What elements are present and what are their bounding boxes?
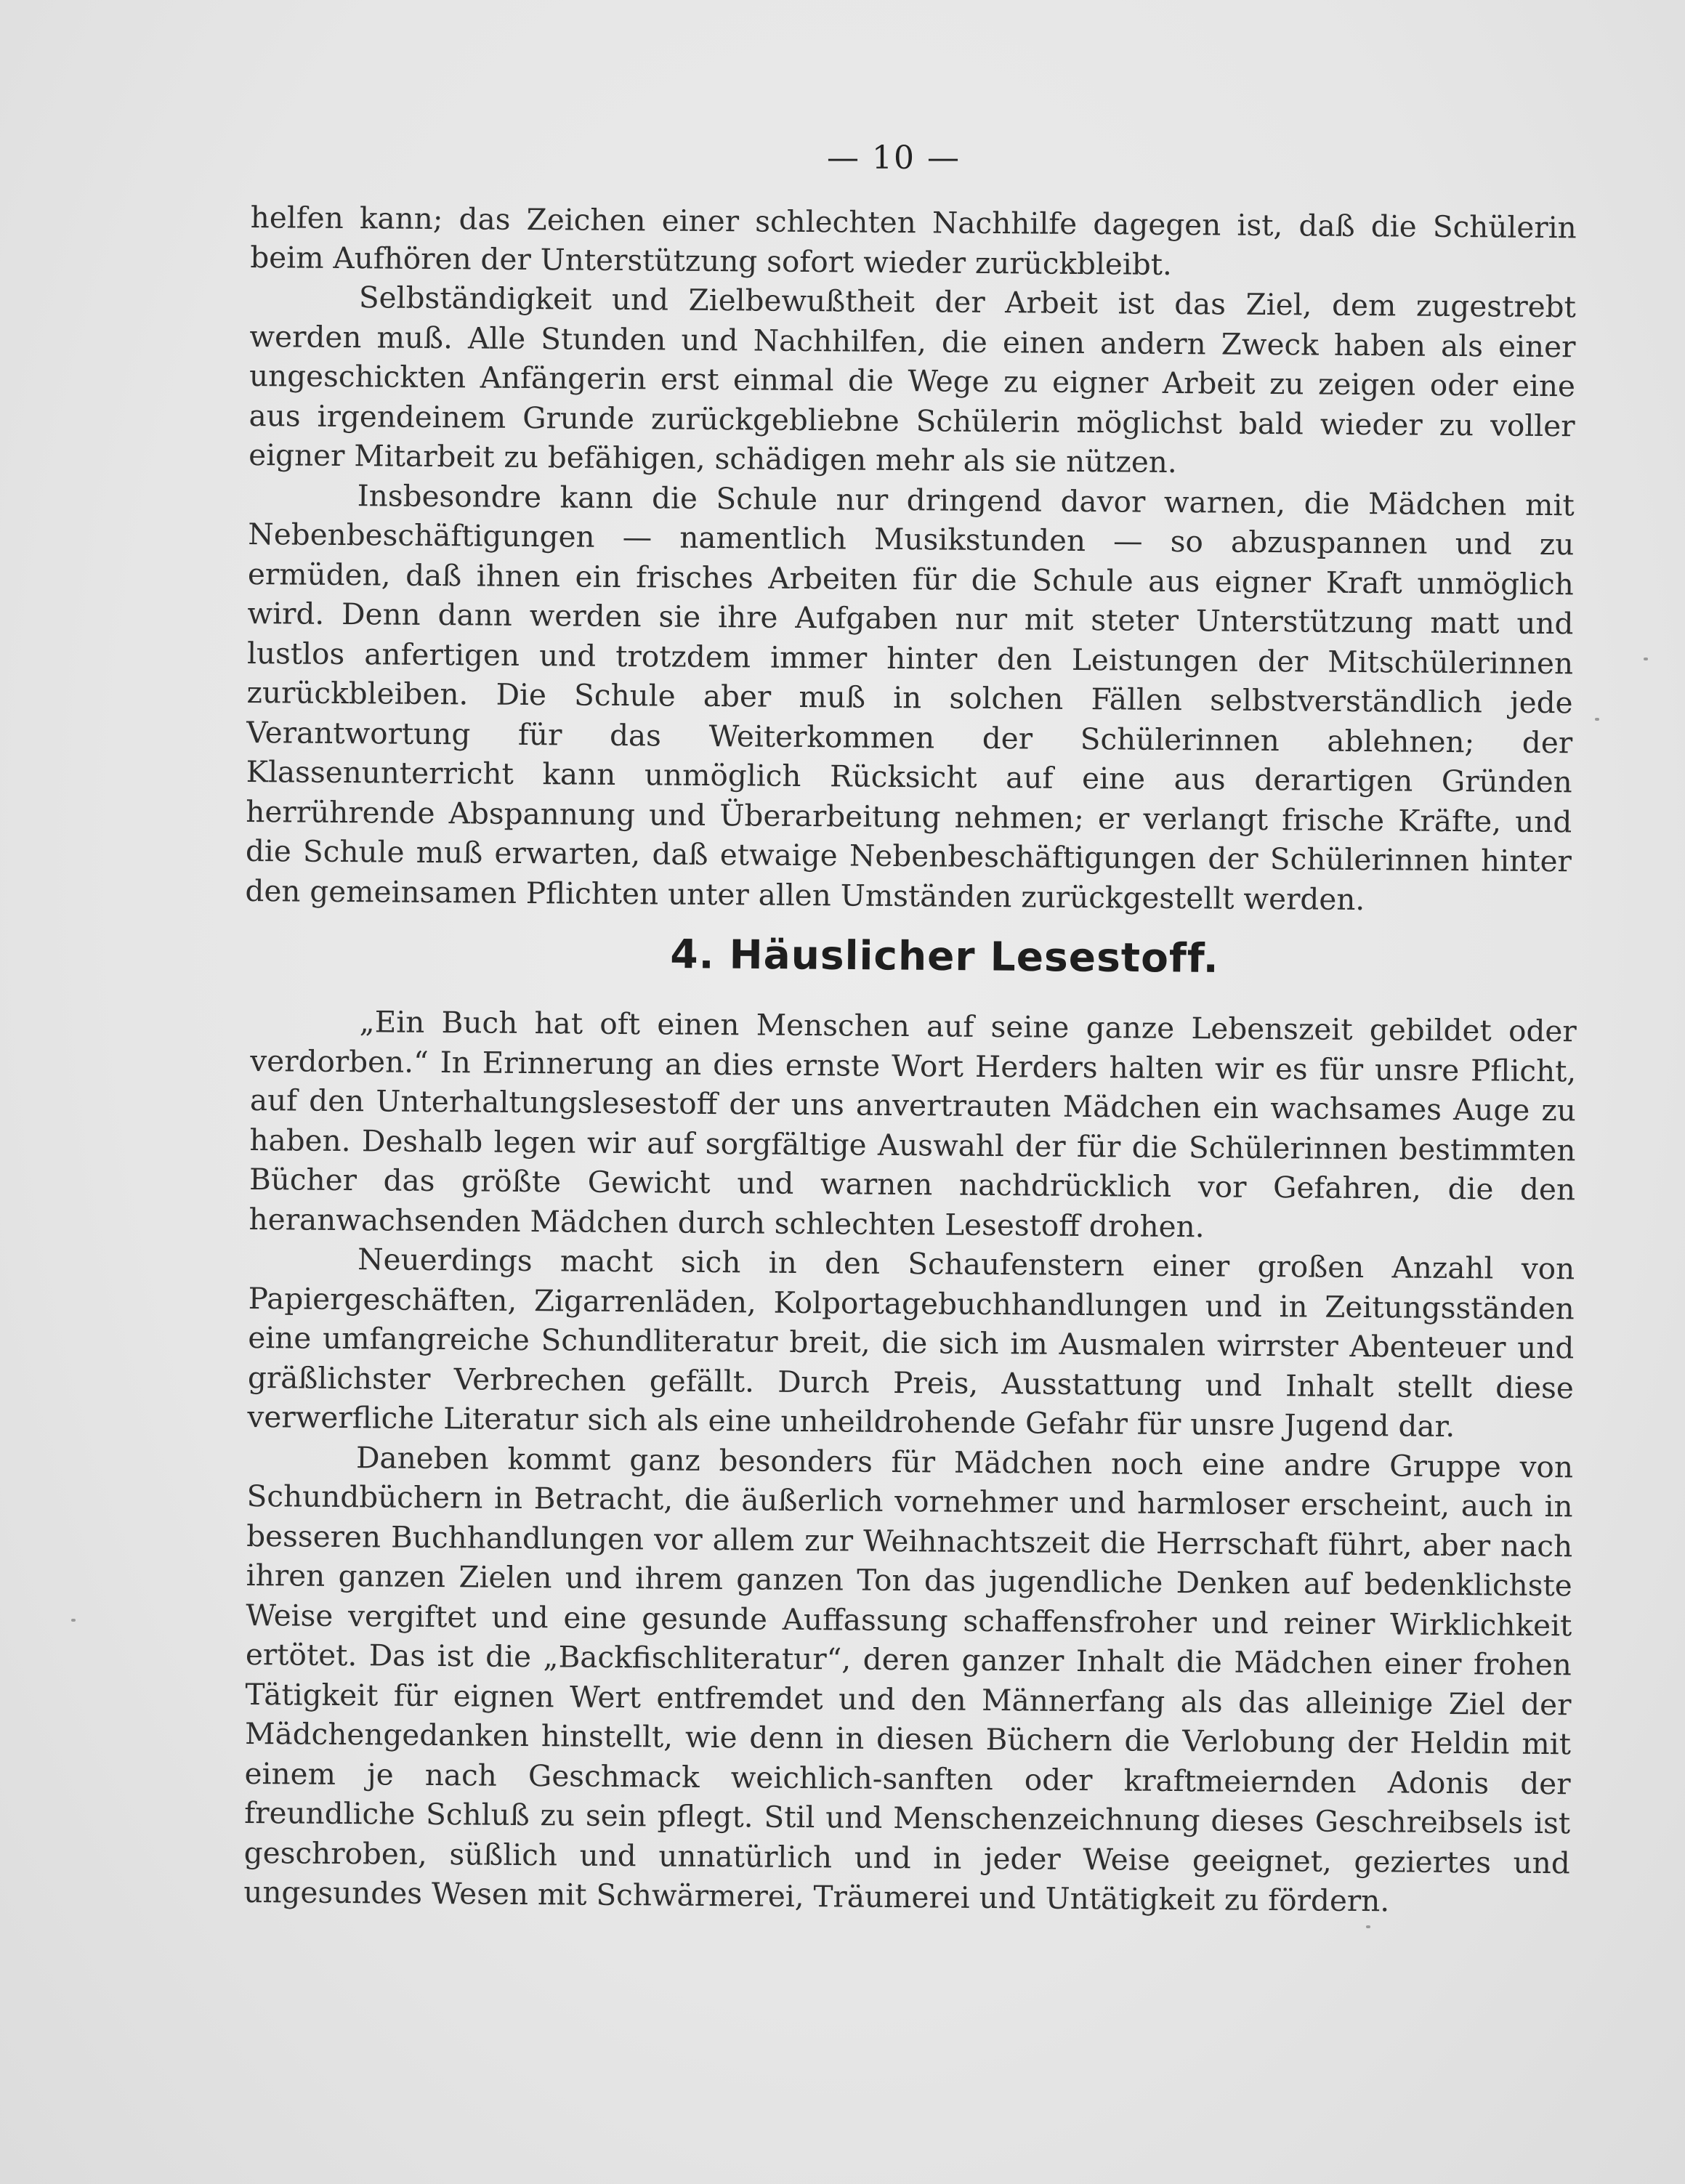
scan-speck [1595, 718, 1599, 721]
text-block-bottom [243, 1001, 1577, 1922]
paragraph-backfischliteratur: Daneben kommt ganz besonders für Mädchen noch eine andre Gruppe von Schundbüchern in Betracht, die äußerlich vornehmer und harmloser erscheint, auch in besseren Buchhandlungen vor allem zur Weihnachtszeit die Herrschaft führt, aber nach ihren ganzen Zielen und ihrem ganzen Ton das jugendliche Denken auf bedenklichste Weise vergiftet und eine gesunde Auffassung schaffensfroher und reiner Wirklichkeit ertötet. Das ist die „Backfischliteratur“, deren ganzer Inhalt die Mädchen einer frohen Tätigkeit für eignen Wert entfremdet und den Männerfang als das alleinige Ziel der Mädchengedanken hinstellt, wie denn in diesen Büchern die Verlobung der Heldin mit einem je nach Geschmack weichlich-sanften oder kraftmeiernden Adonis der freundliche Schluß zu sein pflegt. Stil und Menschenzeichnung dieses Geschreibsels ist geschroben, süßlich und unnatürlich und in jeder Weise geeignet, geziertes und ungesundes Wesen mit Schwärmerei, Träumerei und Untätigkeit zu fördern. [243, 1439, 1574, 1919]
scan-speck [1366, 1925, 1370, 1928]
paragraph-continuation: helfen kann; das Zeichen einer schlechten Nachhilfe dagegen ist, daß die Schülerin beim Aufhören der Unterstützung sofort wieder zurückbleibt. [250, 199, 1577, 282]
scan-speck [71, 1619, 76, 1622]
section-heading: 4. Häuslicher Lesestoff. [670, 931, 1219, 982]
paragraph-schundliteratur: Neuerdings macht sich in den Schaufenstern einer großen Anzahl von Papiergeschäften, Zigarrenläden, Kolportagebuchhandlungen und in Zeitungsständen eine umfangreiche Schundliteratur breit, die sich im Ausmalen wirrster Abenteuer und gräßlichster Verbrechen gefällt. Durch Preis, Ausstattung und Inhalt stellt diese verwerfliche Literatur sich als eine unheildrohende Gefahr für unsre Jugend dar. [247, 1242, 1575, 1444]
paragraph-selbstaendigkeit: Selbständigkeit und Zielbewußtheit der Arbeit ist das Ziel, dem zugestrebt werden muß. Alle Stunden und Nachhilfen, die einen andern Zweck haben als einer ungeschickten Anfängerin erst einmal die Wege zu eigner Arbeit zu zeigen oder eine aus irgendeinem Grunde zurückgebliebne Schülerin möglichst bald wieder zu voller eigner Mitarbeit zu befähigen, schädigen mehr als sie nützen. [248, 280, 1577, 480]
paragraph-herder-quote: „Ein Buch hat oft einen Menschen auf seine ganze Lebenszeit gebildet oder verdorben.“ In Erinnerung an dies ernste Wort Herders halten wir es für unsre Pflicht, auf den Unterhaltungslesestoff der uns anvertrauten Mädchen ein wachsames Auge zu haben. Deshalb legen wir auf sorgfältige Auswahl der für die Schülerinnen bestimmten Bücher das größte Gewicht und warnen nachdrücklich vor Gefahren, die den heranwachsenden Mädchen durch schlechten Lesestoff drohen. [248, 1004, 1577, 1244]
page-number: — 10 — [827, 139, 961, 177]
paragraph-nebenbeschaeftigungen: Insbesondre kann die Schule nur dringend davor warnen, die Mädchen mit Nebenbeschäftigungen — namentlich Musikstunden — so abzuspannen und zu ermüden, daß ihnen ein frisches Arbeiten für die Schule aus eigner Kraft unmöglich wird. Denn dann werden sie ihre Aufgaben nur mit steter Unterstützung matt und lustlos anfertigen und trotzdem immer hinter den Leistungen der Mitschülerinnen zurückbleiben. Die Schule aber muß in solchen Fällen selbstverständlich jede Verantwortung für das Weiterkommen der Schülerinnen ablehnen; der Klassenunterricht kann unmöglich Rücksicht auf eine aus derartigen Gründen herrührende Abspannung und Überarbeitung nehmen; er verlangt frische Kräfte, und die Schule muß erwarten, daß etwaige Nebenbeschäftigungen der Schülerinnen hinter den gemeinsamen Pflichten unter allen Umständen zurückgestellt werden. [245, 477, 1575, 917]
text-block-top [245, 198, 1577, 921]
scan-speck [1644, 658, 1648, 660]
